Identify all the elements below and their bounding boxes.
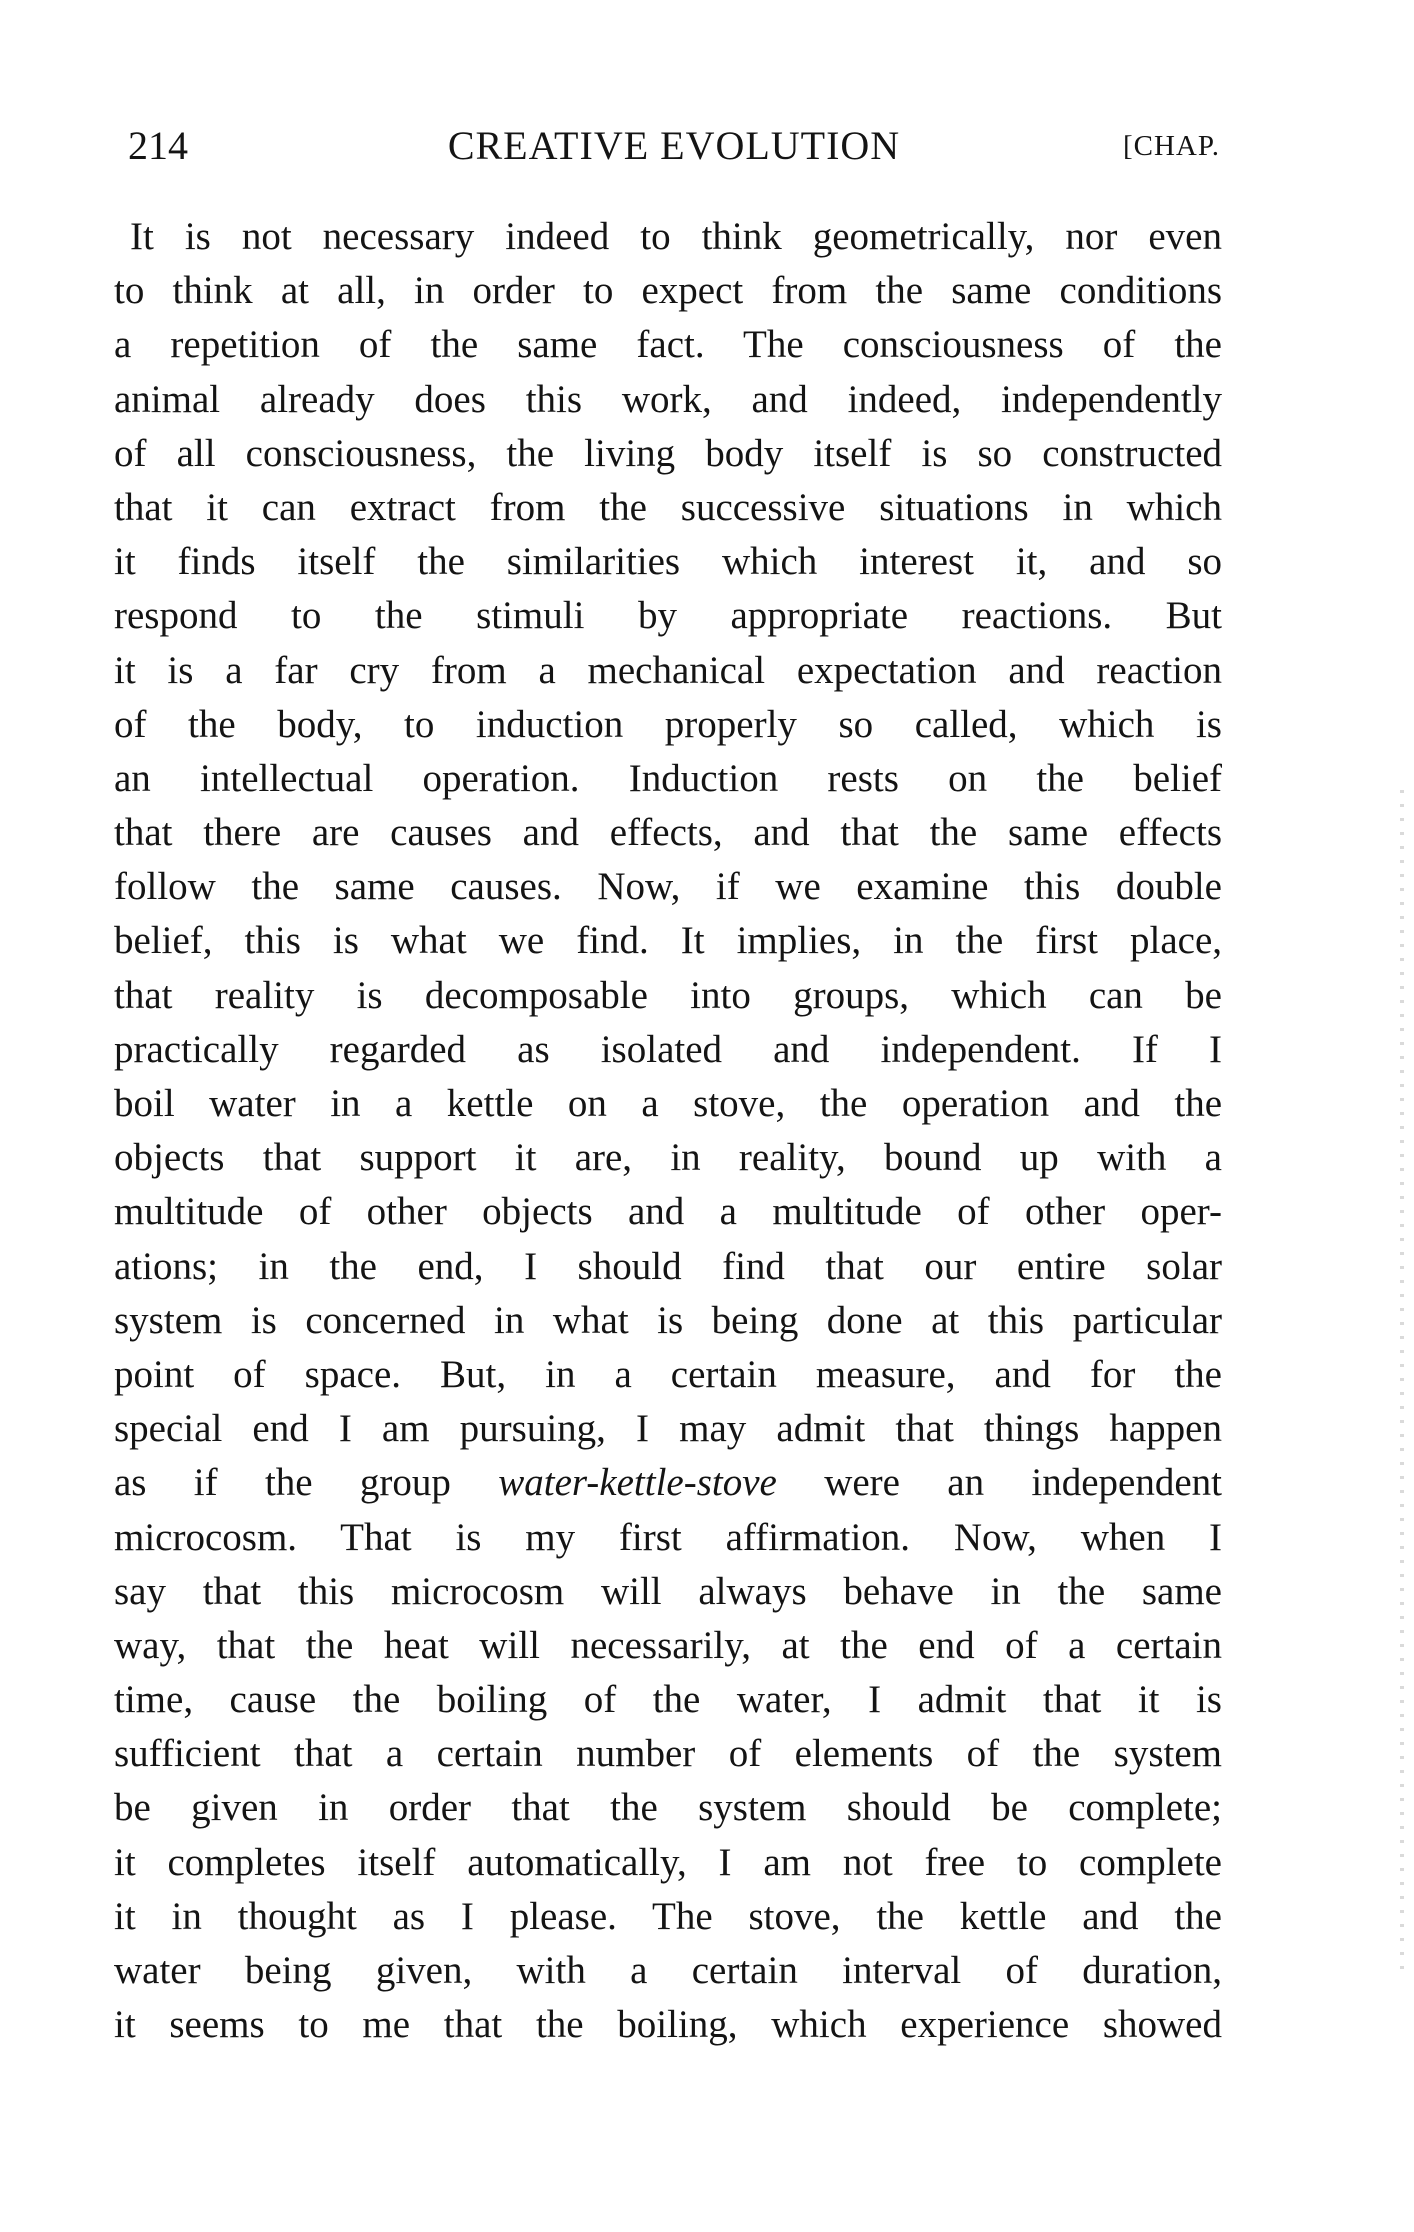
text-line: special end I am pursuing, I may admit that things happen xyxy=(114,1407,1222,1451)
page-number: 214 xyxy=(128,123,188,168)
text-line: point of space. But, in a certain measure, and for the xyxy=(114,1352,1222,1396)
text-line: that reality is decomposable into groups, which can be xyxy=(114,973,1222,1017)
text-line: it in thought as I please. The stove, the kettle and the xyxy=(114,1894,1222,1938)
book-title: CREATIVE EVOLUTION xyxy=(447,123,901,168)
body-text xyxy=(114,210,1222,2052)
text-segment: as if the group xyxy=(114,1461,451,1505)
text-line: it is a far cry from a mechanical expectation and reaction xyxy=(114,648,1222,692)
text-line: respond to the stimuli by appropriate reactions. But xyxy=(114,594,1222,638)
text-line: It is not necessary indeed to think geometrically, nor even xyxy=(130,215,1222,258)
text-line: boil water in a kettle on a stove, the operation and the xyxy=(114,1082,1222,1125)
text-line: an intellectual operation. Induction rests on the belief xyxy=(114,756,1222,800)
text-line: microcosm. That is my first affirmation. Now, when I xyxy=(114,1515,1222,1559)
text-line: objects that support it are, in reality, bound up with a xyxy=(114,1136,1222,1180)
text-line: belief, this is what we find. It implies, in the first place, xyxy=(114,919,1222,963)
text-segment: were an independent xyxy=(824,1461,1223,1505)
text-line: it completes itself automatically, I am not free to complete xyxy=(114,1840,1222,1884)
text-line: a repetition of the same fact. The consciousness of the xyxy=(114,323,1222,367)
text-line: multitude of other objects and a multitude of other oper- xyxy=(114,1190,1222,1234)
chapter-marker: [CHAP. xyxy=(1122,130,1220,162)
text-line: time, cause the boiling of the water, I admit that it is xyxy=(114,1678,1222,1722)
text-line: it finds itself the similarities which interest it, and so xyxy=(114,540,1222,584)
text-line: of all consciousness, the living body itself is so constructed xyxy=(114,431,1222,475)
text-line: of the body, to induction properly so called, which is xyxy=(114,702,1222,746)
text-line: system is concerned in what is being done at this particular xyxy=(114,1298,1222,1342)
running-head xyxy=(128,116,1220,176)
text-line: to think at all, in order to expect from the same conditions xyxy=(114,269,1222,313)
text-line: sufficient that a certain number of elements of the system xyxy=(114,1732,1222,1776)
text-line-with-italic xyxy=(114,1456,1222,1510)
text-line: practically regarded as isolated and independent. If I xyxy=(114,1027,1222,1071)
text-line: ations; in the end, I should find that our entire solar xyxy=(114,1244,1222,1288)
text-line: water being given, with a certain interval of duration, xyxy=(114,1949,1222,1992)
text-line: that it can extract from the successive situations in which xyxy=(114,485,1222,529)
text-line: that there are causes and effects, and that the same effects xyxy=(114,811,1222,855)
text-line: be given in order that the system should be complete; xyxy=(114,1786,1222,1830)
text-line: follow the same causes. Now, if we examine this double xyxy=(114,865,1222,909)
text-line: animal already does this work, and indeed, independently xyxy=(114,377,1222,421)
italic-term: water-kettle-stove xyxy=(498,1461,777,1505)
page-edge-shadow xyxy=(1400,790,1404,1970)
text-line: say that this microcosm will always behave in the same xyxy=(114,1569,1222,1613)
text-line: way, that the heat will necessarily, at the end of a certain xyxy=(114,1623,1222,1667)
text-line: it seems to me that the boiling, which experience showed xyxy=(114,2003,1222,2047)
